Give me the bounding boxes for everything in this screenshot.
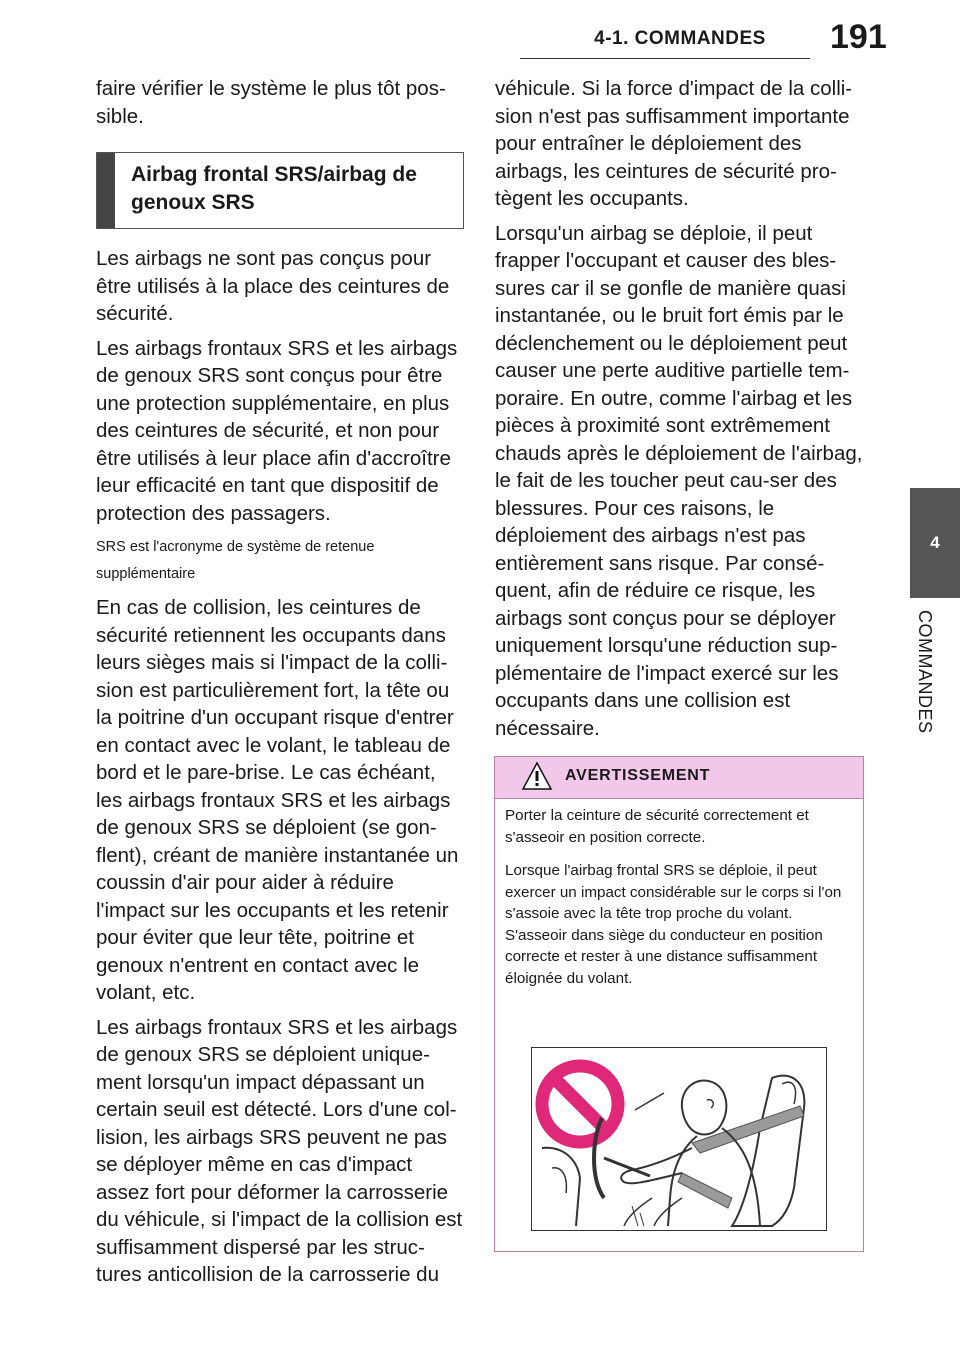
paragraph: Les airbags ne sont pas conçus pour être utilisés à la place des ceintures de sécurité. (96, 247, 450, 325)
note: SRS est l'acronyme de système de retenue supplémentaire (96, 539, 375, 582)
intro-paragraph: faire vérifier le système le plus tôt pos-sible. (96, 77, 446, 128)
warning-header (495, 757, 863, 799)
driver-seat-illustration (532, 1048, 826, 1230)
warning-box (494, 756, 864, 1252)
section-heading (96, 152, 464, 229)
header-rule (520, 58, 810, 59)
paragraph: Les airbags frontaux SRS et les airbags de genoux SRS sont conçus pour être une protection supplémentaire, en plus des ceintures de sécurité, et non pour être utilisés à leur place afin d'accroître leur efficacité en tant que dispositif de protection des passagers. (96, 336, 458, 525)
warning-item: Porter la ceinture de sécurité correctement et s'asseoir en position correcte. (505, 807, 809, 846)
left-column (96, 75, 464, 1296)
chapter-tab (910, 488, 960, 598)
chapter-label: COMMANDES (915, 610, 935, 734)
paragraph: Les airbags frontaux SRS et les airbags de genoux SRS se déploient unique-ment lorsqu'un impact dépassant un certain seuil est détecté. Lors d'une col-lision, les airbags SRS peuvent ne pas se déployer même en cas d'impact assez fort pour déformer la carrosserie du véhicule, si l'impact de la collision est suffisamment dispersé par les struc-tures anticollision de la carrosserie du (96, 1015, 463, 1286)
paragraph: véhicule. Si la force d'impact de la colli-sion n'est pas suffisamment importante pour entraîner le déploiement des airbags, les ceintures de sécurité pro-tègent les occupants. (495, 77, 853, 210)
heading-bar (97, 153, 115, 228)
warning-title: AVERTISSEMENT (565, 767, 711, 784)
chapter-number: 4 (930, 533, 940, 552)
paragraph: Lorsqu'un airbag se déploie, il peut frapper l'occupant et causer des bles-sures car il se gonfle de manière quasi instantanée, ou le bruit fort émis par le déclenchement ou le déploiement peut causer une perte auditive partielle tem-poraire. En outre, comme l'airbag et les pièces à proximité sont extrêmement chauds après le déploiement de l'airbag, le fait de les toucher peut cau-ser des blessures. Pour ces raisons, le déploiement des airbags n'est pas entièrement sans risque. Par consé-quent, afin de réduire ce risque, les airbags sont conçus pour se déployer uniquement lorsqu'une réduction sup-plémentaire de l'impact exercé sur les occupants dans une collision est nécessaire. (495, 221, 863, 740)
warning-body (495, 799, 863, 989)
warning-item: Lorsque l'airbag frontal SRS se déploie, il peut exercer un impact considérable sur le corps si l'on s'assoie avec la tête trop proche du volant. S'asseoir dans siège du conducteur en position correcte et rester à une distance suffisamment éloignée du volant. (505, 862, 842, 987)
page-number: 191 (830, 18, 887, 56)
prohibition-icon (542, 1066, 618, 1142)
section-title: 4-1. COMMANDES (594, 28, 766, 49)
paragraph: En cas de collision, les ceintures de sécurité retiennent les occupants dans leurs sièges mais si l'impact de la colli-sion est particulièrement fort, la tête ou la poitrine d'un occupant risque d'entrer en contact avec le volant, le tableau de bord et le pare-brise. Le cas échéant, les airbags frontaux SRS et les airbags de genoux SRS se déploient (se gon-flent), créant de manière instantanée un coussin d'air pour aider à réduire l'impact sur les occupants et les retenir pour éviter que leur tête, poitrine et genoux n'entrent en contact avec le volant, etc. (96, 596, 459, 1004)
illustration-driver-too-close (531, 1047, 827, 1231)
warning-triangle-icon (521, 761, 553, 791)
heading-text: Airbag frontal SRS/airbag de genoux SRS (131, 163, 417, 214)
right-column (495, 75, 865, 749)
